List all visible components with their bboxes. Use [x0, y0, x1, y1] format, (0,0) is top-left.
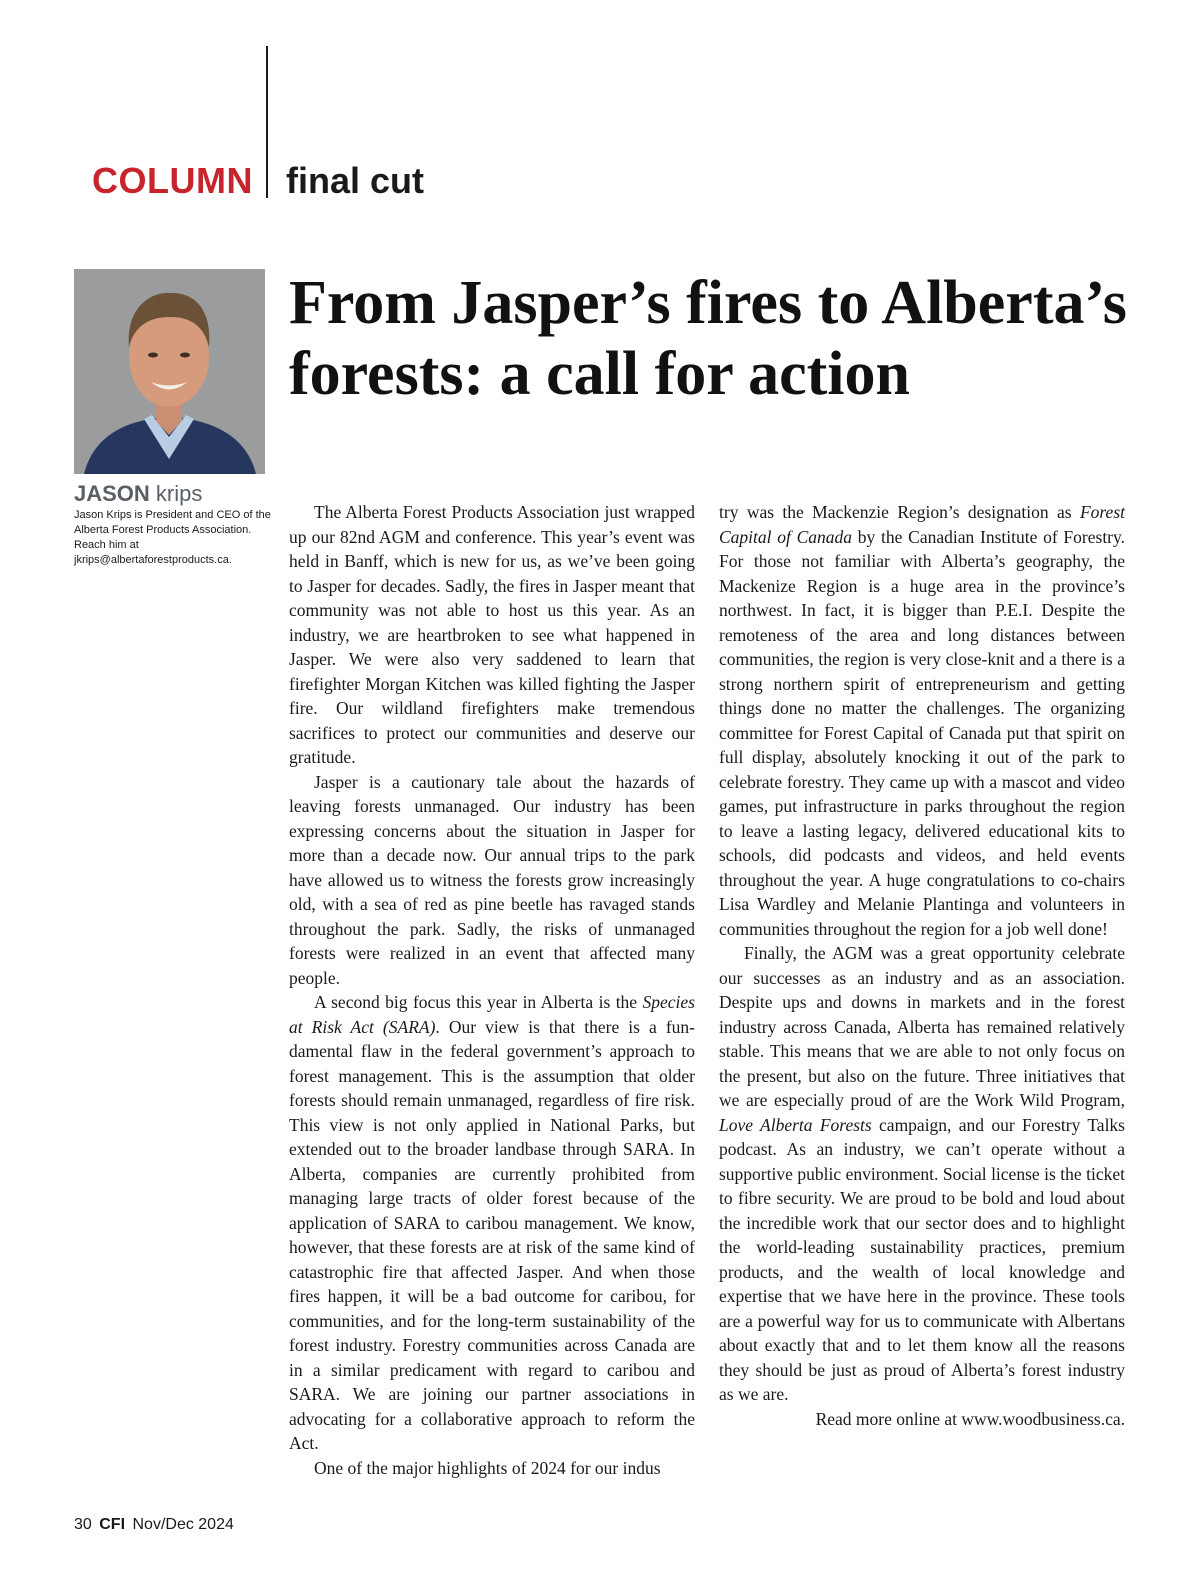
section-label: final cut: [286, 160, 425, 201]
text-run: try was the Mackenzie Region’s designation as: [719, 502, 1080, 522]
designation-title: Forest Capital of Canada: [719, 502, 1125, 547]
issue-date: Nov/Dec 2024: [132, 1516, 234, 1533]
author-headshot-icon: [74, 269, 265, 474]
text-run: by the Canadian Institute of Forestry. For those not familiar with Alberta’s geography, the Mackenize Region is a huge area in the province’s northwest. In fact, it is bigger than P.E.I. Despite the remoteness of the area and long distances between communities, the region is very close-knit and a there is a strong northern spirit of entrepreneurism and getting things done no matter the challenges. The organizing committee for Forest Capital of Canada put that spirit on full display, absolutely knocking it out of the park to celebrate forestry. They came up with a mascot and video games, put infrastructure in parks throughout the region to leave a lasting legacy, delivered educational kits to schools, did podcasts and videos, and held events throughout the year. A huge congratulations to co-chairs Lisa Wardley and Melanie Plantinga and volunteers in communities throughout the region for a job well done!: [719, 526, 1125, 939]
author-name: [74, 481, 202, 507]
author-first-name: JASON: [74, 481, 150, 506]
author-bio: Jason Krips is President and CEO of the Alberta Forest Products Association. Reach him at jkrips@albertaforestproducts.ca.: [74, 509, 271, 566]
header-divider: [266, 46, 268, 198]
campaign-title: Love Alberta Forests: [719, 1114, 872, 1135]
magazine-name: CFI: [99, 1516, 126, 1533]
read-more-link[interactable]: Read more online at www.woodbusiness.ca.: [815, 1408, 1125, 1429]
article-paragraph-highlight-cont: [719, 500, 1125, 941]
page-number: 30: [74, 1516, 92, 1533]
act-title: Species at Risk Act (SARA): [289, 992, 695, 1037]
article-paragraph-highlight-start: One of the major highlights of 2024 for our indus: [314, 1457, 661, 1478]
column-label: COLUMN: [92, 160, 253, 201]
author-last-name: krips: [155, 481, 203, 506]
article-column-right: [719, 500, 1125, 1431]
article-paragraph-sara: [289, 990, 695, 1456]
author-photo: [74, 269, 265, 474]
page-folio: [74, 1516, 234, 1534]
article-headline: From Jasper’s fires to Alberta’s forests: a call for action: [289, 269, 1127, 408]
article-paragraph: Jasper is a cautionary tale about the hazards of leaving forests unmanaged. Our industry has been expressing concerns about the situation in Jasper for more than a decade now. Our annual trips to the park have allowed us to witness the forests grow increasingly old, with a sea of red as pine beetle has ravaged stands throughout the park. Sadly, the risks of unmanaged forests were realized in an event that affected many people.: [289, 771, 695, 988]
text-run: A second big focus this year in Alberta is the: [314, 992, 643, 1012]
article-paragraph: The Alberta Forest Products Association just wrapped up our 82nd AGM and conference. This year’s event was held in Banff, which is new for us, as we’ve been going to Jasper for decades. Sadly, the fires in Jasper meant that community was not able to host us this year. As an industry, we are heartbroken to see what happened in Jasper. We were also very saddened to learn that firefighter Morgan Kitchen was killed fighting the Jasper fire. Our wildland firefighters make tremendous sacrifices to protect our communities and deserve our gratitude.: [289, 502, 695, 767]
text-run: campaign, and our Forestry Talks podcast. As an industry, we can’t operate without a supportive public environment. Social license is the ticket to fibre security. We are proud to be bold and loud about the incredible work that our sector does and to highlight the world-leading sustainability practices, premium products, and the wealth of local knowledge and expertise that we have here in the province. These tools are a powerful way for us to communicate with Albertans about exactly that and to let them know all the reasons they should be just as proud of Alberta’s forest industry as we are.: [719, 1114, 1125, 1404]
text-run: . Our view is that there is a fundamental flaw in the federal government’s approach to forest management. This is the assumption that older forests should remain unmanaged, regardless of fire risk. This view is not only applied in National Parks, but extended out to the broader landbase through SARA. In Alberta, companies are currently prohibited from managing large tracts of older forest because of the application of SARA to caribou management. We know, however, that these forests are at risk of the same kind of catastrophic fire that affected Jasper. And when those fires happen, it will be a bad outcome for caribou, for communities, and for the long-term sustainability of the forest industry. Forestry communities across Canada are in a similar predicament with regard to caribou and SARA. We are joining our partner associations in advocating for a collaborative approach to reform the Act.: [289, 1016, 695, 1453]
article-paragraph-final: [719, 941, 1125, 1407]
text-run: Finally, the AGM was a great opportunity celebrate our successes as an industry and as an association. Despite ups and downs in markets and in the forest industry across Canada, Alberta has remained relatively stable. This means that we are able to not only focus on the present, but also on the future. Three initiatives that we are especially proud of are the Work Wild Program,: [719, 943, 1125, 1110]
article-column-left: [289, 500, 695, 1480]
